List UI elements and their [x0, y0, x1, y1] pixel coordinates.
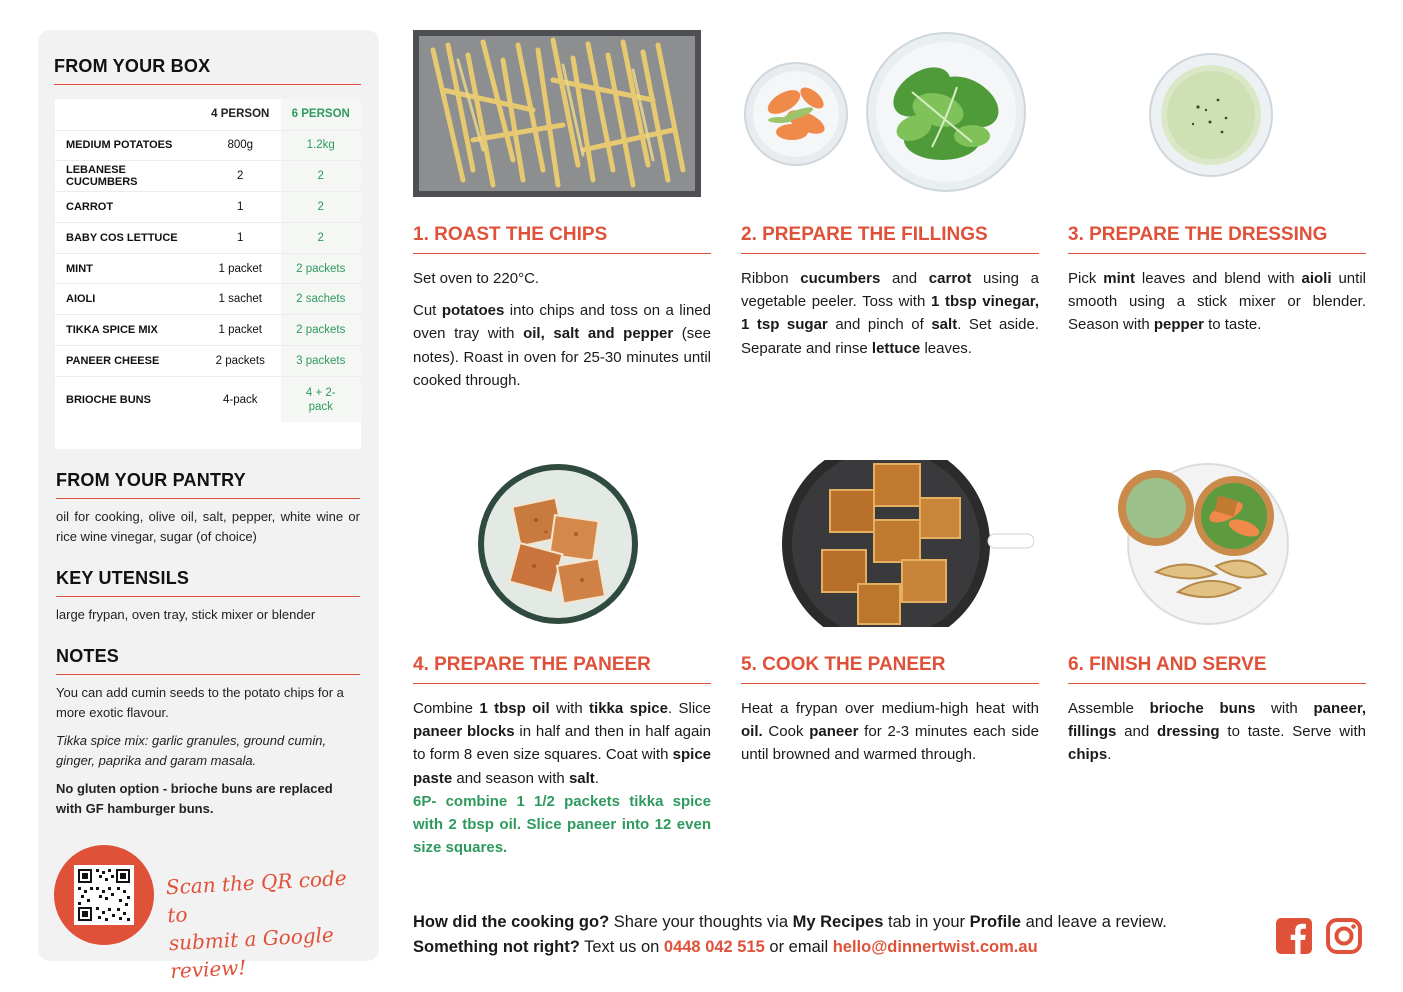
feedback-line-2: Something not right? Text us on 0448 042 515 or email hello@dinnertwist.com.au: [413, 938, 1038, 956]
utensils-text: large frypan, oven tray, stick mixer or blender: [56, 607, 316, 622]
qr-callout-line-1: Scan the QR code to: [165, 865, 348, 928]
photo-fillings-bowls: [742, 32, 1032, 197]
table-row: [55, 253, 361, 284]
ingredient-name: BABY COS LETTUCE: [55, 222, 200, 253]
ingredients-table-panel: [55, 99, 361, 449]
qty-6: [281, 376, 362, 422]
step-1-body: [413, 267, 711, 392]
qty-4: 1: [200, 192, 281, 223]
photo-raw-chips-tray: [413, 30, 701, 197]
step-2-body: [741, 267, 1039, 360]
photo-mint-dressing: [1148, 52, 1274, 178]
ingredient-name: MEDIUM POTATOES: [55, 130, 200, 161]
note-gluten: No gluten option - brioche buns are replaced with GF hamburger buns.: [56, 781, 333, 816]
qr-callout: [165, 863, 371, 985]
step-6: [1068, 654, 1366, 767]
pantry-section: [56, 470, 360, 547]
table-row: [55, 376, 361, 422]
photo-finished-burger: [1116, 462, 1296, 626]
step-2: [741, 224, 1039, 360]
step-3-body: [1068, 267, 1366, 337]
step-6-text-1: Assemble brioche buns with paneer, fillings and dressing to taste. Serve with chips.: [1068, 700, 1366, 764]
qty-6: 1.2kg: [281, 130, 362, 161]
ingredient-name: PANEER CHEESE: [55, 346, 200, 377]
step-5-text-1: Heat a frypan over medium-high heat with oil. Cook paneer for 2-3 minutes each side until browned and warmed through.: [741, 700, 1039, 764]
qr-code-icon[interactable]: [74, 865, 134, 925]
instagram-icon[interactable]: [1326, 918, 1362, 954]
qty-4: 1: [200, 222, 281, 253]
pantry-text: oil for cooking, olive oil, salt, pepper, white wine or rice wine vinegar, sugar (of choice): [56, 509, 360, 544]
table-row: [55, 161, 361, 192]
step-4-text-1: Combine 1 tbsp oil with tikka spice. Slice paneer blocks in half and then in half again to form 8 even size squares. Coat with spice paste and season with salt.: [413, 700, 712, 787]
qty-6: 2: [281, 161, 362, 192]
photo-paneer-frypan: [782, 460, 1034, 627]
qty-4: 1 packet: [200, 253, 281, 284]
qty-4: 4-pack: [200, 376, 281, 422]
ingredient-name: MINT: [55, 253, 200, 284]
step-4-six-person-note: 6P- combine 1 1/2 packets tikka spice with 2 tbsp oil. Slice paneer into 12 even size squares.: [413, 792, 711, 857]
qty-4: 2 packets: [200, 346, 281, 377]
ingredient-name: LEBANESE CUCUMBERS: [55, 161, 200, 192]
ingredient-name: CARROT: [55, 192, 200, 223]
qty-4: 1 sachet: [200, 284, 281, 315]
feedback-footer: [413, 910, 1167, 960]
ingredient-name: AIOLI: [55, 284, 200, 315]
col-4-person: 4 PERSON: [211, 108, 270, 121]
qty-6: 2 packets: [281, 253, 362, 284]
step-3: [1068, 224, 1366, 337]
notes-heading: NOTES: [56, 646, 360, 675]
qty-4: 2: [200, 161, 281, 192]
step-5: [741, 654, 1039, 767]
pantry-heading: FROM YOUR PANTRY: [56, 470, 360, 499]
step-1-text-2: Cut potatoes into chips and toss on a lined oven tray with oil, salt and pepper (see notes). Roast in oven for 25-30 minutes until cooked through.: [413, 302, 711, 389]
table-row: [55, 130, 361, 161]
step-2-title: 2. PREPARE THE FILLINGS: [741, 224, 1039, 254]
table-row: [55, 284, 361, 315]
step-4-body: [413, 697, 711, 859]
step-1-text-1: Set oven to 220°C.: [413, 270, 540, 287]
qty-6-text: 4 + 2-pack: [305, 386, 336, 413]
step-4-title: 4. PREPARE THE PANEER: [413, 654, 711, 684]
step-3-title: 3. PREPARE THE DRESSING: [1068, 224, 1366, 254]
qty-6: 2 sachets: [281, 284, 362, 315]
step-2-text-1: Ribbon cucumbers and carrot using a vegetable peeler. Toss with 1 tbsp vinegar, 1 tsp sugar and pinch of salt. Set aside. Separate and rinse lettuce leaves.: [741, 270, 1039, 357]
email-link[interactable]: hello@dinnertwist.com.au: [832, 938, 1038, 956]
qr-callout-line-2: submit a Google review!: [168, 922, 335, 984]
step-3-text-1: Pick mint leaves and blend with aioli until smooth using a stick mixer or blender. Season with pepper to taste.: [1068, 270, 1366, 334]
step-6-body: [1068, 697, 1366, 767]
photo-spiced-paneer: [476, 462, 640, 626]
table-row: [55, 222, 361, 253]
from-your-box-heading: FROM YOUR BOX: [54, 56, 361, 85]
ingredients-table: [55, 99, 361, 422]
qty-4: 1 packet: [200, 315, 281, 346]
ingredient-name: TIKKA SPICE MIX: [55, 315, 200, 346]
qty-6: 2: [281, 222, 362, 253]
step-5-body: [741, 697, 1039, 767]
step-1-title: 1. ROAST THE CHIPS: [413, 224, 711, 254]
feedback-line-1: How did the cooking go? Share your thoughts via My Recipes tab in your Profile and leave a review.: [413, 913, 1167, 931]
utensils-section: [56, 568, 360, 625]
note-cumin: You can add cumin seeds to the potato chips for a more exotic flavour.: [56, 685, 344, 720]
facebook-icon[interactable]: [1276, 918, 1312, 954]
table-row: [55, 315, 361, 346]
notes-section: [56, 646, 360, 819]
phone-link[interactable]: 0448 042 515: [663, 938, 765, 956]
qty-4: 800g: [200, 130, 281, 161]
note-tikka: Tikka spice mix: garlic granules, ground cumin, ginger, paprika and garam masala.: [56, 733, 327, 768]
qr-code-badge[interactable]: [54, 845, 154, 945]
qty-6: 2 packets: [281, 315, 362, 346]
ingredient-col-header: [55, 99, 200, 130]
utensils-heading: KEY UTENSILS: [56, 568, 360, 597]
table-row: [55, 346, 361, 377]
step-1: [413, 224, 711, 392]
qty-6: 2: [281, 192, 362, 223]
ingredients-sidebar: [38, 30, 379, 984]
table-row: [55, 192, 361, 223]
ingredient-name: BRIOCHE BUNS: [55, 376, 200, 422]
qty-6: 3 packets: [281, 346, 362, 377]
col-6-person: 6 PERSON: [281, 99, 362, 130]
step-4: [413, 654, 711, 859]
step-5-title: 5. COOK THE PANEER: [741, 654, 1039, 684]
step-6-title: 6. FINISH AND SERVE: [1068, 654, 1366, 684]
